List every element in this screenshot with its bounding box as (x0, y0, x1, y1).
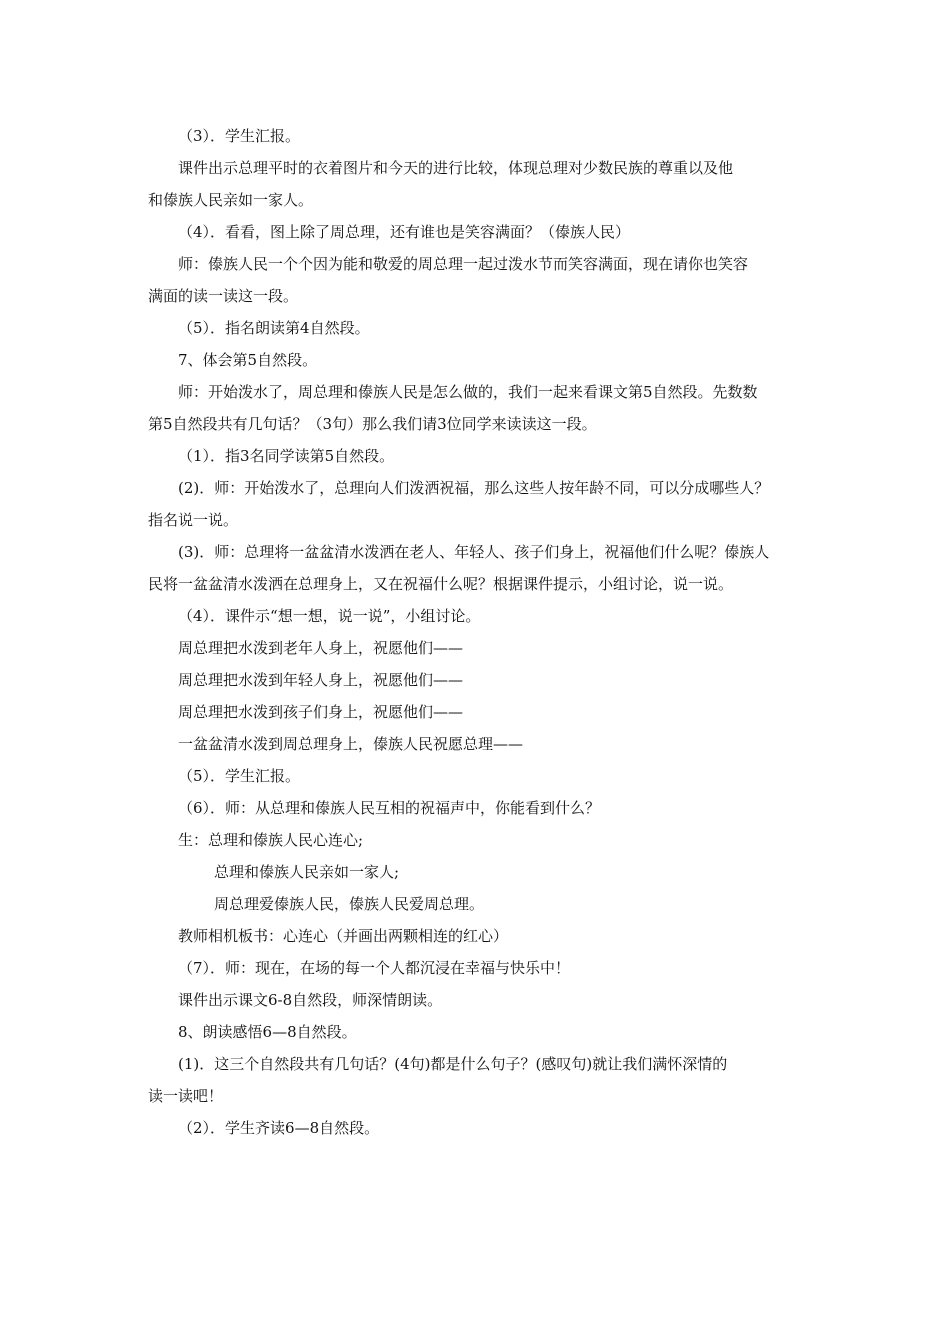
text-line: 和傣族人民亲如一家人。 (148, 191, 314, 209)
text-line: （1）．指3名同学读第5自然段。 (178, 447, 395, 465)
text-line: 读一读吧！ (148, 1087, 224, 1105)
text-line: 课件出示课文6-8自然段，师深情朗读。 (178, 991, 443, 1009)
text-line: 周总理爱傣族人民，傣族人民爱周总理。 (214, 895, 485, 913)
document-body (148, 120, 810, 1144)
text-line: 7、体会第5自然段。 (178, 351, 318, 369)
text-line: (3)．师：总理将一盆盆清水泼洒在老人、年轻人、孩子们身上，祝福他们什么呢？傣族人 (178, 543, 770, 561)
text-line: 第5自然段共有几句话？（3句）那么我们请3位同学来读读这一段。 (148, 415, 597, 433)
text-line: 8、朗读感悟6—8自然段。 (178, 1023, 357, 1041)
text-line: 总理和傣族人民亲如一家人; (214, 863, 400, 881)
text-line: 周总理把水泼到孩子们身上，祝愿他们—— (178, 703, 464, 721)
text-line: （4）．课件示“想一想，说一说”，小组讨论。 (178, 607, 481, 625)
text-line: 周总理把水泼到老年人身上，祝愿他们—— (178, 639, 464, 657)
text-line: 民将一盆盆清水泼洒在总理身上，又在祝福什么呢？根据课件提示，小组讨论，说一说。 (148, 575, 734, 593)
text-line: 师：傣族人民一个个因为能和敬爱的周总理一起过泼水节而笑容满面，现在请你也笑容 (178, 255, 749, 273)
text-line: （4）．看看，图上除了周总理，还有谁也是笑容满面？（傣族人民） (178, 223, 631, 241)
text-line: (1)．这三个自然段共有几句话？(4句)都是什么句子？(感叹句)就让我们满怀深情的 (178, 1055, 728, 1073)
text-line: 满面的读一读这一段。 (148, 287, 299, 305)
text-line: 指名说一说。 (148, 511, 239, 529)
text-line: (2)．师：开始泼水了，总理向人们泼洒祝福，那么这些人按年龄不同，可以分成哪些人？ (178, 479, 770, 497)
text-line: 周总理把水泼到年轻人身上，祝愿他们—— (178, 671, 464, 689)
text-line: 师：开始泼水了，周总理和傣族人民是怎么做的，我们一起来看课文第5自然段。先数数 (178, 383, 758, 401)
text-line: （5）．学生汇报。 (178, 767, 301, 785)
text-line: 一盆盆清水泼到周总理身上，傣族人民祝愿总理—— (178, 735, 524, 753)
text-line: 教师相机板书：心连心（并画出两颗相连的红心） (178, 927, 509, 945)
text-line: （5）．指名朗读第4自然段。 (178, 319, 370, 337)
text-line: （2）．学生齐读6—8自然段。 (178, 1119, 380, 1137)
text-line: 课件出示总理平时的衣着图片和今天的进行比较，体现总理对少数民族的尊重以及他 (178, 159, 734, 177)
text-line: （7）．师：现在，在场的每一个人都沉浸在幸福与快乐中！ (178, 959, 571, 977)
text-line: 生：总理和傣族人民心连心; (178, 831, 364, 849)
text-line: （6）．师：从总理和傣族人民互相的祝福声中，你能看到什么？ (178, 799, 601, 817)
text-line: （3）．学生汇报。 (178, 127, 301, 145)
